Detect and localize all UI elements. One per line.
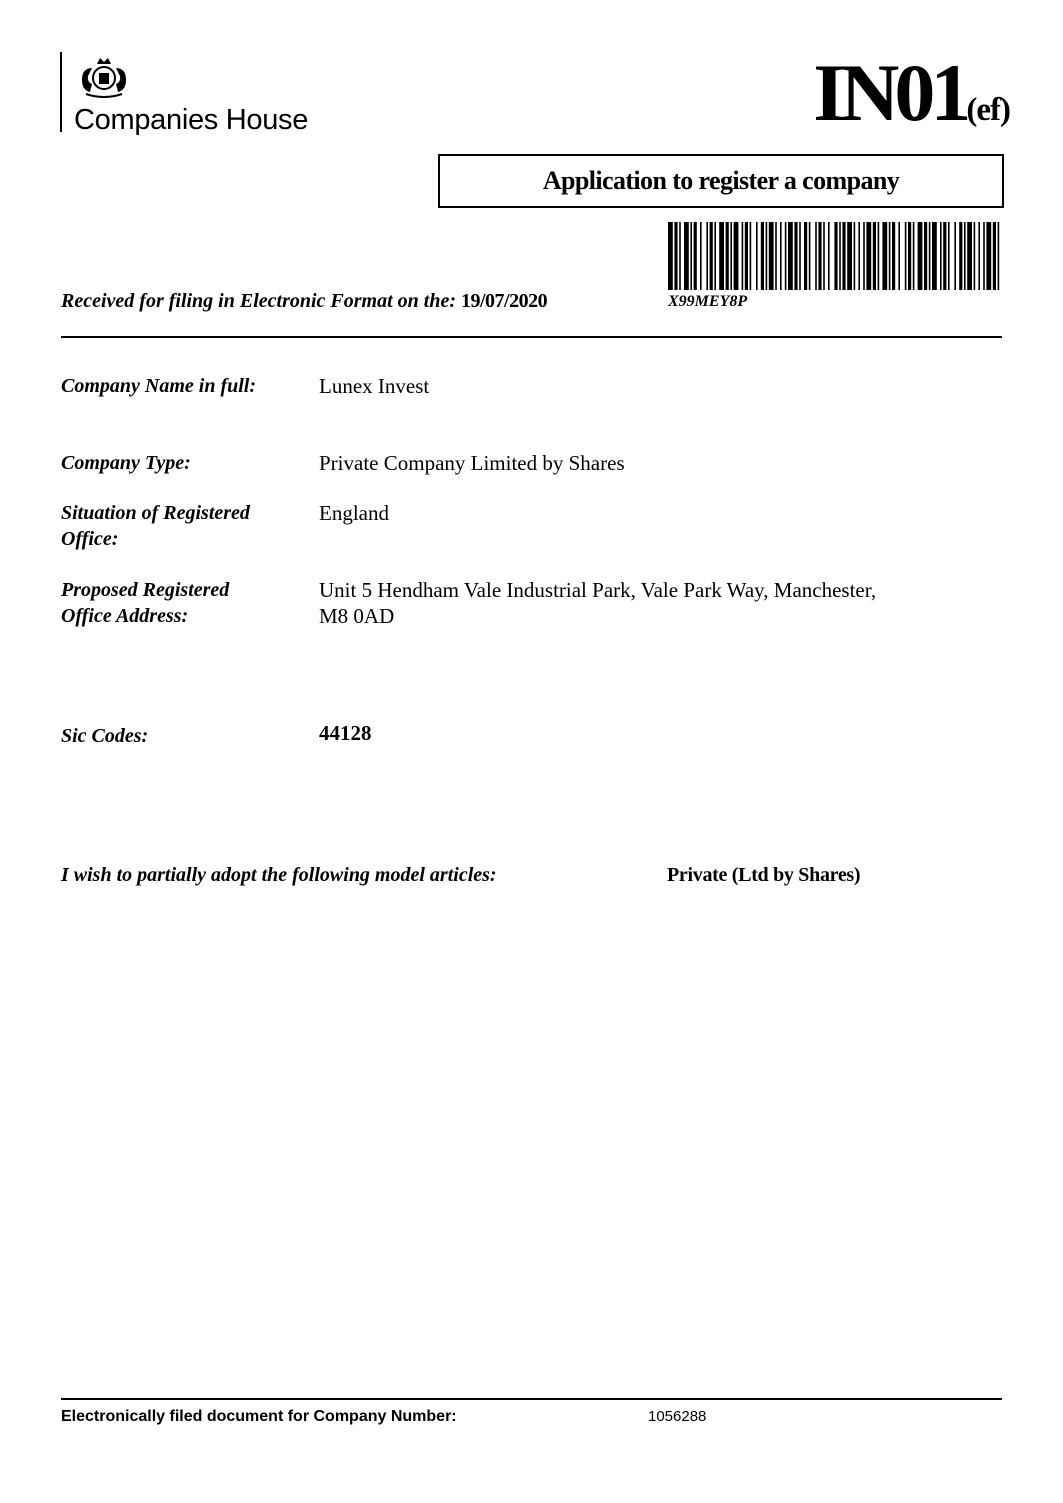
received-line	[61, 290, 547, 313]
barcode-bar	[710, 222, 713, 290]
barcode-bar	[726, 222, 729, 290]
barcode-bar	[889, 222, 891, 290]
barcode-bar	[978, 222, 980, 290]
barcode-bar	[954, 222, 956, 290]
barcode-bar	[854, 222, 856, 290]
barcode-bar	[898, 222, 900, 290]
form-code	[760, 48, 1010, 138]
barcode-bar	[858, 222, 860, 290]
barcode-bar	[873, 222, 876, 290]
barcode-bar	[804, 222, 807, 290]
barcode-bar	[908, 222, 911, 290]
barcode-bar	[913, 222, 915, 290]
address-label: Proposed Registered Office Address:	[61, 579, 230, 627]
company-name-value: Lunex Invest	[319, 374, 430, 398]
received-date: 19/07/2020	[460, 290, 548, 312]
barcode-bar	[818, 222, 821, 290]
barcode-bar	[964, 222, 966, 290]
sic-codes-value: 44128	[319, 721, 372, 745]
company-name-label: Company Name in full:	[61, 375, 257, 397]
barcode-bar	[878, 222, 880, 290]
barcode-bar	[809, 222, 811, 290]
barcode-bar	[882, 222, 887, 290]
barcode-bar	[918, 222, 923, 290]
model-articles-label: I wish to partially adopt the following model articles:	[61, 864, 497, 886]
barcode-bar	[714, 222, 716, 290]
received-label: Received for filing in Electronic Format on the:	[61, 290, 456, 312]
barcode-bar	[929, 222, 931, 290]
barcode-bar	[775, 222, 777, 290]
address-value: Unit 5 Hendham Vale Industrial Park, Vale Park Way, Manchester, M8 0AD	[319, 578, 877, 628]
footer-label: Electronically filed document for Company Number:	[61, 1408, 457, 1425]
barcode-bar	[745, 222, 748, 290]
barcode-bar	[684, 222, 689, 290]
footer-divider	[61, 1398, 1002, 1400]
barcode-bar	[823, 222, 825, 290]
barcode-bar	[932, 222, 937, 290]
barcode-bar	[866, 222, 871, 290]
barcode-bar	[788, 222, 793, 290]
barcode-bar	[794, 222, 797, 290]
barcode-bar	[986, 222, 991, 290]
barcode-bar	[974, 222, 976, 290]
companies-house-logo	[60, 52, 350, 142]
barcode-bar	[839, 222, 841, 290]
barcode-bar	[668, 222, 673, 290]
company-type-value: Private Company Limited by Shares	[319, 451, 625, 475]
barcode-image	[668, 222, 1000, 290]
situation-label: Situation of Registered Office:	[61, 502, 250, 550]
barcode-bar	[834, 222, 837, 290]
model-articles-value: Private (Ltd by Shares)	[667, 864, 861, 886]
barcode-bar	[847, 222, 852, 290]
barcode-bar	[750, 222, 752, 290]
barcode-bar	[967, 222, 972, 290]
barcode-bar	[842, 222, 845, 290]
org-name: Companies House	[74, 104, 309, 136]
barcode-bar	[780, 222, 782, 290]
barcode-bar	[993, 222, 996, 290]
barcode-bar	[674, 222, 677, 290]
form-code-main: IN01	[813, 47, 967, 138]
barcode-bar	[799, 222, 801, 290]
barcode-bar	[742, 222, 744, 290]
barcode-bar	[892, 222, 895, 290]
document-title: Application to register a company	[438, 154, 1004, 208]
barcode-bar	[905, 222, 907, 290]
barcode-bar	[730, 222, 732, 290]
barcode-bar	[679, 222, 681, 290]
barcode-bar	[734, 222, 739, 290]
barcode-bar	[769, 222, 774, 290]
form-code-suffix: (ef)	[966, 92, 1010, 128]
barcode-bar	[761, 222, 764, 290]
royal-crest-icon	[74, 54, 134, 100]
barcode-bar	[863, 222, 865, 290]
barcode-bar	[998, 222, 1000, 290]
barcode-bar	[828, 222, 830, 290]
header-divider	[61, 336, 1002, 338]
sic-codes-label: Sic Codes:	[61, 725, 149, 747]
logo-divider	[60, 52, 62, 132]
barcode-bar	[706, 222, 708, 290]
barcode-bar	[785, 222, 787, 290]
barcode-bar	[943, 222, 946, 290]
company-number: 1056288	[648, 1408, 707, 1425]
barcode-bar	[815, 222, 817, 290]
barcode-bar	[719, 222, 724, 290]
situation-value: England	[319, 501, 389, 525]
barcode-text: X99MEY8P	[668, 293, 748, 310]
barcode-bar	[694, 222, 697, 290]
company-type-label: Company Type:	[61, 452, 191, 474]
barcode-bar	[948, 222, 950, 290]
barcode-bar	[924, 222, 927, 290]
barcode-bar	[756, 222, 758, 290]
barcode-bar	[690, 222, 692, 290]
barcode-bar	[940, 222, 942, 290]
barcode-bar	[700, 222, 702, 290]
barcode-bar	[983, 222, 985, 290]
barcode-bar	[766, 222, 768, 290]
barcode-bar	[959, 222, 962, 290]
